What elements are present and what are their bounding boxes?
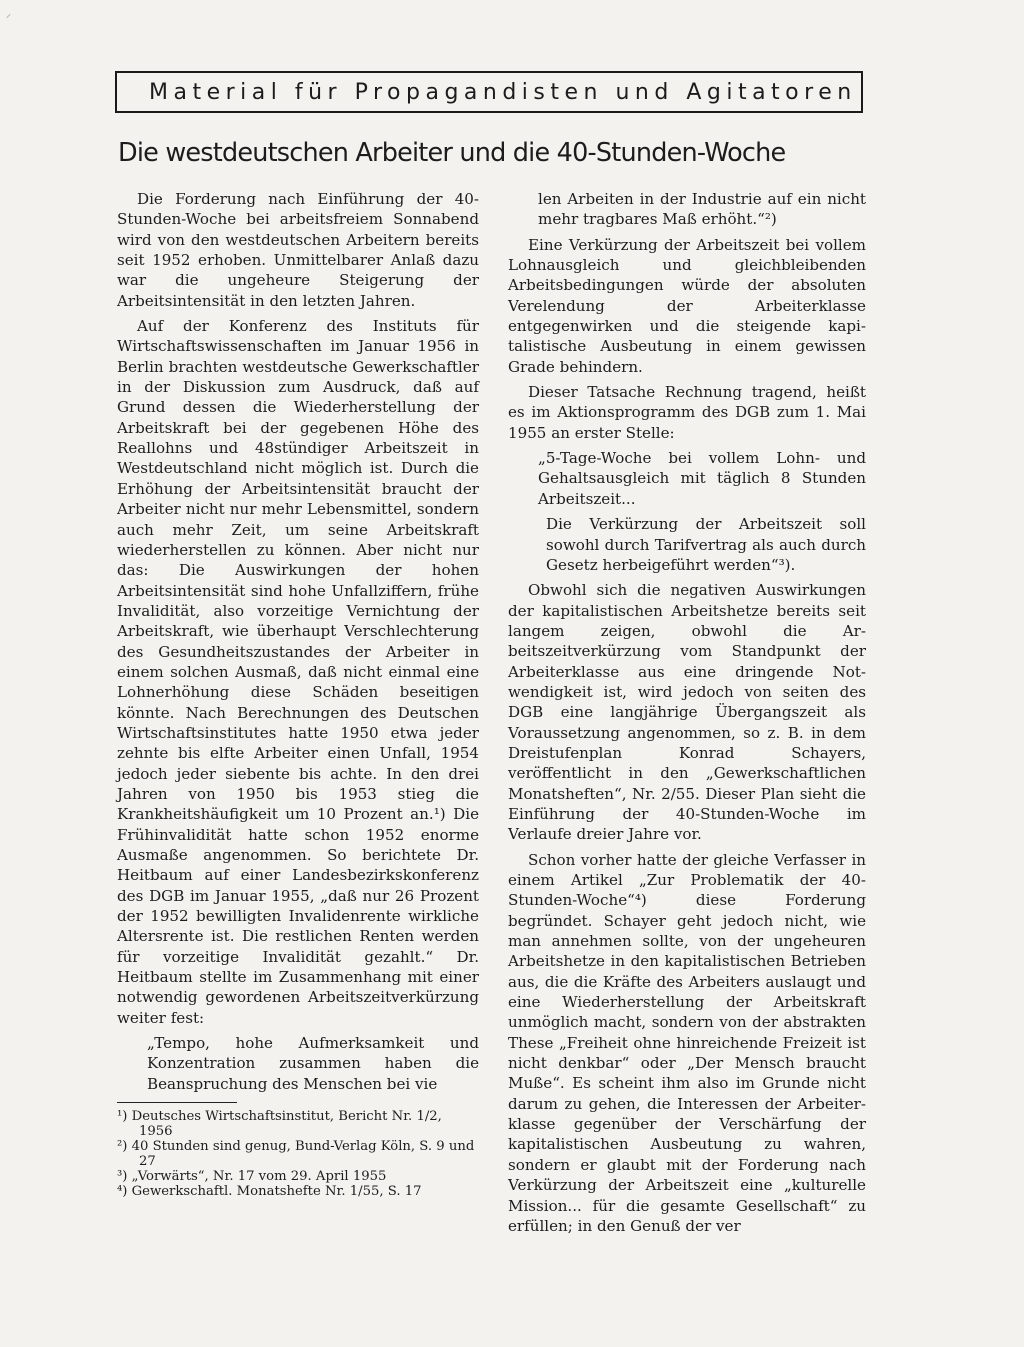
block-quote: „Tempo, hohe Aufmerksamkeit und Konzentration zusammen haben die Beanspruchung des Menschen bei vie bbox=[147, 1034, 479, 1093]
footnote: ¹) Deutsches Wirtschaftsinstitut, Bericht Nr. 1/2, 1956 bbox=[117, 1109, 442, 1140]
left-column bbox=[117, 189, 479, 1199]
article-title: Die westdeutschen Arbeiter und die 40-Stunden-Woche bbox=[118, 138, 786, 168]
block-quote: „5-Tage-Woche bei vollem Lohn- und Gehaltsausgleich mit täglich 8 Stunden Arbeitszeit... bbox=[538, 449, 866, 508]
series-header bbox=[115, 71, 863, 113]
scan-corner-mark: ⸝ bbox=[6, 9, 11, 20]
paragraph: Obwohl sich die negativen Auswirkungen der kapitalistischen Arbeitshetze bereits seit langem zeigen, obwohl die Arbeitszeitverkürzung vom Standpunkt der Arbeiterklasse aus eine dringende Notwendigkeit ist, wird jedoch von seiten des DGB eine langjährige Übergangszeit als Voraussetzung angenommen, so z. B. in dem Dreistufenplan Konrad Schayers, veröffentlicht in den „Gewerkschaftlichen Monatsheften“, Nr. 2/55. Dieser Plan sieht die Einführung der 40-Stunden-Woche im Verlaufe dreier Jahre vor. bbox=[508, 581, 866, 844]
paragraph: Die Forderung nach Einführung der 40-Stunden-Woche bei arbeitsfreiem Sonnabend wird von den westdeutschen Arbeitern bereits seit 1952 erhoben. Unmittelbarer Anlaß dazu war die ungeheure Steigerung der Arbeitsintensität in den letzten Jahren. bbox=[117, 190, 479, 310]
paragraph: Eine Verkürzung der Arbeitszeit bei vollem Lohnausgleich und gleichbleibenden Arbeitsbedingungen würde der absoluten Verelendung der Arbeiterklasse entgegenwirken und die steigende kapitalistische Ausbeutung in einem gewissen Grade behindern. bbox=[508, 235, 866, 376]
footnote: ²) 40 Stunden sind genug, Bund-Verlag Köln, S. 9 und 27 bbox=[117, 1139, 475, 1170]
paragraph: Dieser Tatsache Rechnung tragend, heißt es im Aktionsprogramm des DGB zum 1. Mai 1955 an erster Stelle: bbox=[508, 383, 866, 442]
footnote-divider bbox=[117, 1102, 237, 1103]
paragraph: Auf der Konferenz des Instituts für Wirtschaftswissenschaften im Januar 1956 in Berlin brachten westdeutsche Gewerkschaftler in der Diskussion zum Ausdruck, daß auf Grund dessen die Wiederherstellung der Arbeitskraft bei der gegebenen Höhe des Reallohns und 48stündiger Arbeitszeit in Westdeutschland nicht möglich ist. Durch die Erhöhung der Arbeitsintensität braucht der Arbeiter nicht nur mehr Lebensmittel, sondern auch mehr Zeit, um seine Arbeitskraft wiederherstellen zu können. Aber nicht nur das: Die Auswirkungen der hohen Arbeitsintensität sind hohe Unfallziffern, frühe Invalidität, also vorzeitige Vernichtung der Arbeitskraft, wie überhaupt Verschlechterung des Gesundheitszustandes der Arbeiter in einem solchen Ausmaß, daß nicht einmal eine Lohnerhöhung diese Schäden beseitigen könnte. Nach Berechnungen des Deutschen Wirtschaftsinstitutes hatte 1950 etwa jeder zehnte bis elfte Arbeiter einen Unfall, 1954 jedoch jeder siebente bis achte. In den drei Jahren von 1950 bis 1953 stieg die Krankheitshäufigkeit um 10 Prozent an.¹) Die Frühinvalidität hatte schon 1952 enorme Ausmaße angenommen. So berichtete Dr. Heitbaum auf einer Landesbezirkskonferenz des DGB im Januar 1955, „daß nur 26 Prozent der 1952 bewilligten Invalidenrente wirkliche Altersrente ist. Die restlichen Renten werden für vorzeitige Invalidität gezahlt.“ Dr. Heitbaum stellte im Zusammenhang mit einer notwendig gewordenen Arbeitszeitverkürzung weiter fest: bbox=[117, 317, 479, 1027]
series-header-text: Material für Propagandisten und Agitatoren bbox=[149, 79, 857, 105]
block-quote-continuation: len Arbeiten in der Industrie auf ein nicht mehr tragbares Maß erhöht.“²) bbox=[538, 190, 866, 229]
block-quote: Die Verkürzung der Arbeitszeit soll sowohl durch Tarifvertrag als auch durch Gesetz herbeigeführt werden“³). bbox=[546, 515, 866, 574]
right-column bbox=[508, 189, 866, 1241]
footnote: ³) „Vorwärts“, Nr. 17 vom 29. April 1955 bbox=[117, 1169, 387, 1185]
footnotes bbox=[117, 1109, 479, 1199]
footnote: ⁴) Gewerkschaftl. Monatshefte Nr. 1/55, S. 17 bbox=[117, 1184, 422, 1200]
paragraph: Schon vorher hatte der gleiche Verfasser in einem Artikel „Zur Problematik der 40-Stunden-Woche“⁴) diese Forderung begründet. Schayer geht jedoch nicht, wie man annehmen sollte, von der ungeheuren Arbeitshetze in den kapitalistischen Betrieben aus, die die Kräfte des Arbeiters auslaugt und eine Wiederherstellung der Arbeitskraft unmöglich macht, sondern von der abstrakten These „Freiheit ohne hinreichende Freizeit ist nicht denkbar“ oder „Der Mensch braucht Muße“. Es scheint ihm also im Grunde nicht darum zu gehen, die Interessen der Arbeiterklasse gegenüber der Verschärfung der kapitalistischen Ausbeutung zu wahren, sondern er glaubt mit der Forderung nach Verkürzung der Arbeitszeit eine „kulturelle Mission... für die gesamte Gesellschaft“ zu erfüllen; in den Genuß der ver bbox=[508, 850, 866, 1235]
